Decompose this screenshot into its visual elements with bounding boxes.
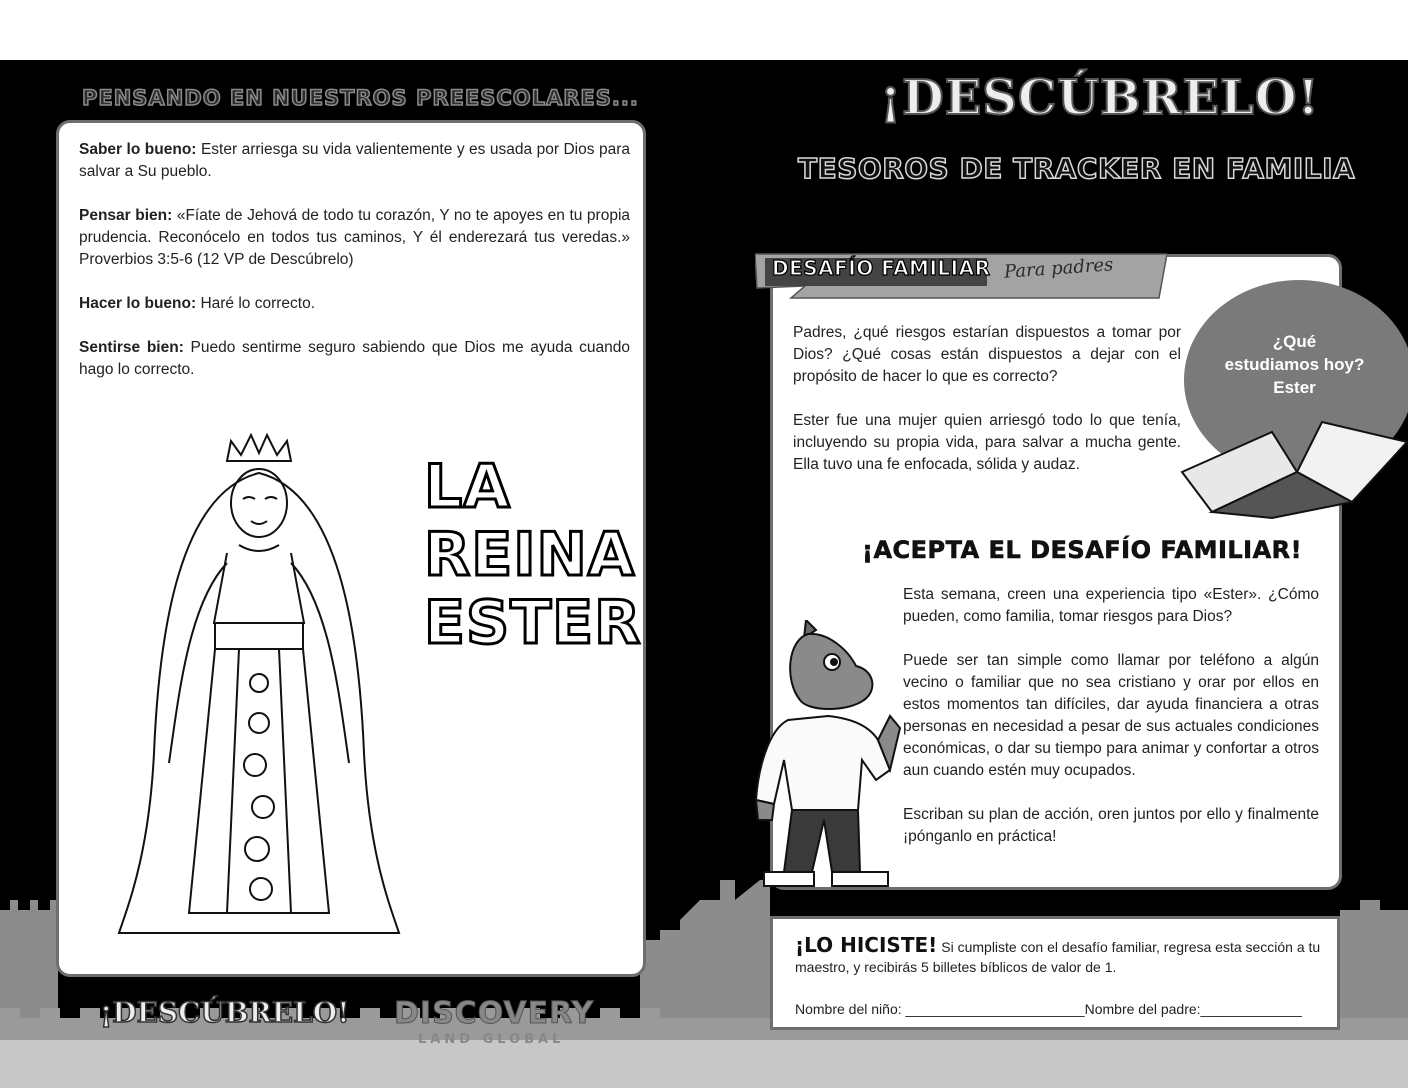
goal-feel <box>79 337 630 381</box>
goal-do-text: Haré lo correcto. <box>196 295 316 312</box>
descubrelo-logo-bottom: ¡DESCÚBRELO! <box>100 996 350 1029</box>
completion-text: Si cumpliste con el desafío familiar, regresa esta sección a tu maestro, y recibirás 5 billetes bíblicos de valor de 1. <box>795 939 1321 975</box>
accept-challenge-title: ¡ACEPTA EL DESAFÍO FAMILIAR! <box>862 536 1303 564</box>
queen-title-line-2: REINA <box>424 520 636 590</box>
family-treasures-title: TESOROS DE TRACKER EN FAMILIA <box>798 152 1356 185</box>
goal-think-text: «Fíate de Jehová de todo tu corazón, Y no te apoyes en tu propia prudencia. Reconócelo en todos tus caminos, Y él enderezará tus veredas.» Proverbios 3:5-6 (12 VP de Descúbrelo) <box>79 207 631 268</box>
goal-do <box>79 293 630 315</box>
parents-paragraph: Ester fue una mujer quien arriesgó todo lo que tenía, incluyendo su propia vida, para salvar a mucha gente. Ella tuvo una fe enfocada, sólida y audaz. <box>793 412 1181 473</box>
goal-do-label: Hacer lo bueno: <box>79 295 197 312</box>
open-bible-icon <box>1172 412 1408 522</box>
queen-esther-illustration <box>109 433 409 943</box>
tracker-mascot-illustration <box>728 620 908 892</box>
completion-heading: ¡LO HICISTE! <box>795 933 938 957</box>
for-parents-label: Para padres <box>1003 254 1114 283</box>
accept-challenge-body <box>903 584 1319 870</box>
queen-title-line-1: LA <box>424 452 511 522</box>
parent-name-field[interactable]: Nombre del padre:_____________ <box>1084 1001 1302 1017</box>
study-topic-line-1: ¿Qué <box>1272 332 1317 351</box>
preschool-card <box>56 120 646 977</box>
goal-feel-label: Sentirse bien: <box>79 339 184 356</box>
study-topic-line-2: estudiamos hoy? <box>1224 355 1365 374</box>
queen-title <box>424 452 642 658</box>
child-name-field[interactable]: Nombre del niño: _______________________ <box>795 1001 1085 1017</box>
completion-instructions <box>795 935 1325 977</box>
study-topic-line-3: Ester <box>1273 378 1316 397</box>
challenge-paragraph: Puede ser tan simple como llamar por teléfono a algún vecino o familiar que no sea cristiano y orar por ellos en estos momentos tan difíciles, dar ayuda financiera a otras personas en necesidad a pesar de sus actuales condiciones económicas, o dar su tiempo para animar y confortar a otros aun cuando estén muy ocupados. <box>903 652 1319 779</box>
goal-know-text: Ester arriesga su vida valientemente y es usada por Dios para salvar a Su pueblo. <box>79 141 630 180</box>
challenge-paragraph: Esta semana, creen una experiencia tipo «Ester». ¿Cómo pueden, como familia, tomar riesgos para Dios? <box>903 586 1319 625</box>
goal-think-label: Pensar bien: <box>79 207 173 224</box>
completion-form <box>770 916 1340 1030</box>
challenge-paragraph: Escriban su plan de acción, oren juntos por ello y finalmente ¡pónganlo en práctica! <box>903 806 1319 845</box>
goal-know-label: Saber lo bueno: <box>79 141 197 158</box>
preschool-heading: PENSANDO EN NUESTROS PREESCOLARES... <box>82 86 639 110</box>
parents-intro <box>793 322 1181 498</box>
descubrelo-logo: ¡DESCÚBRELO! <box>880 70 1320 126</box>
study-topic-text <box>1212 330 1377 399</box>
preschool-goals <box>79 139 630 403</box>
queen-title-line-3: ESTER <box>424 588 642 658</box>
goal-know <box>79 139 630 183</box>
discovery-land-sub: LAND GLOBAL <box>418 1032 565 1047</box>
discovery-land-logo: DISCOVERY <box>394 996 595 1031</box>
completion-name-fields <box>795 1001 1302 1017</box>
goal-think <box>79 205 630 271</box>
parents-paragraph: Padres, ¿qué riesgos estarían dispuestos a tomar por Dios? ¿Qué cosas están dispuestos a dejar con el propósito de hacer lo que es correcto? <box>793 324 1181 385</box>
family-challenge-label: DESAFÍO FAMILIAR <box>772 256 991 280</box>
brochure-sheet <box>0 60 1408 1088</box>
goal-feel-text: Puedo sentirme seguro sabiendo que Dios me ayuda cuando hago lo correcto. <box>79 339 630 378</box>
